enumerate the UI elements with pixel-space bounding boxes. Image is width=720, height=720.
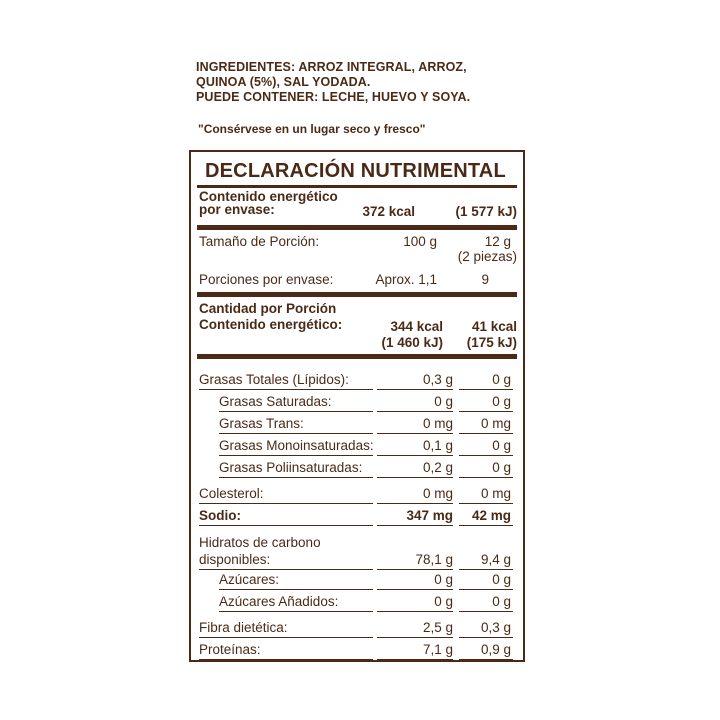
per-serving-kcal-100: 344 kcal	[390, 319, 443, 334]
nutrient-label: Hidratos de carbono	[199, 535, 321, 550]
panel-title: DECLARACIÓN NUTRIMENTAL	[205, 160, 506, 182]
nutrient-label: Fibra dietética:	[199, 620, 288, 635]
underline-rule	[459, 503, 513, 504]
underline-rule	[459, 389, 513, 390]
nutrient-value-100g: 0 mg	[422, 416, 453, 431]
underline-rule	[459, 455, 513, 456]
nutrient-label: Sodio:	[199, 508, 241, 523]
underline-rule	[199, 659, 373, 660]
underline-rule	[377, 433, 453, 434]
underline-rule	[459, 637, 513, 638]
divider-bar	[197, 185, 517, 188]
allergens-line: PUEDE CONTENER: LECHE, HUEVO Y SOYA.	[196, 90, 471, 104]
serving-size-label: Tamaño de Porción:	[199, 234, 320, 249]
underline-rule	[459, 589, 513, 590]
underline-rule	[219, 411, 373, 412]
nutrient-label: Azúcares Añadidos:	[219, 594, 339, 609]
nutrient-label: Grasas Trans:	[219, 416, 304, 431]
energy-container-kj: (1 577 kJ)	[455, 204, 517, 219]
per-serving-heading: Cantidad por Porción	[199, 301, 337, 316]
nutrient-label: Colesterol:	[199, 486, 264, 501]
servings-per-container-100: Aprox. 1,1	[375, 272, 437, 287]
ingredients-line: INGREDIENTES: ARROZ INTEGRAL, ARROZ,	[196, 60, 467, 74]
nutrient-value-portion: 0 g	[492, 572, 511, 587]
underline-rule	[377, 659, 453, 660]
nutrient-value-100g: 78,1 g	[415, 552, 453, 567]
ingredients-line: QUINOA (5%), SAL YODADA.	[196, 75, 371, 89]
underline-rule	[219, 455, 373, 456]
nutrient-label: Azúcares:	[219, 572, 280, 587]
underline-rule	[199, 503, 373, 504]
underline-rule	[199, 637, 373, 638]
nutrient-value-portion: 0 mg	[480, 416, 511, 431]
per-serving-energy-label: Contenido energético:	[199, 317, 343, 332]
nutrient-label: Grasas Poliinsaturadas:	[219, 460, 363, 475]
nutrient-label: disponibles:	[199, 552, 271, 567]
underline-rule	[459, 477, 513, 478]
nutrient-value-portion: 42 mg	[471, 508, 511, 523]
per-serving-kj-portion: (175 kJ)	[466, 335, 517, 350]
servings-per-container-label: Porciones por envase:	[199, 272, 334, 287]
per-serving-kcal-portion: 41 kcal	[471, 319, 517, 334]
nutrient-value-100g: 7,1 g	[422, 642, 453, 657]
underline-rule	[377, 637, 453, 638]
nutrient-value-portion: 0 g	[492, 460, 511, 475]
underline-rule	[459, 569, 513, 570]
underline-rule	[219, 611, 373, 612]
energy-container-label: por envase:	[199, 202, 275, 217]
energy-container-kcal: 372 kcal	[362, 204, 415, 219]
nutrient-value-100g: 0 mg	[422, 486, 453, 501]
nutrient-value-portion: 9,4 g	[480, 552, 511, 567]
underline-rule	[377, 455, 453, 456]
underline-rule	[459, 525, 513, 526]
nutrient-label: Grasas Monoinsaturadas:	[219, 438, 374, 453]
divider-bar	[197, 292, 517, 297]
per-serving-kj-100: (1 460 kJ)	[381, 335, 443, 350]
nutrient-value-portion: 0 g	[492, 594, 511, 609]
underline-rule	[377, 477, 453, 478]
nutrient-value-100g: 0,2 g	[422, 460, 453, 475]
nutrient-value-portion: 0 g	[492, 438, 511, 453]
underline-rule	[459, 659, 513, 660]
underline-rule	[199, 569, 373, 570]
underline-rule	[219, 433, 373, 434]
underline-rule	[377, 503, 453, 504]
nutrient-value-portion: 0 g	[492, 394, 511, 409]
nutrient-value-100g: 0 g	[434, 572, 453, 587]
serving-size-100: 100 g	[403, 234, 437, 249]
underline-rule	[199, 389, 373, 390]
nutrient-value-portion: 0 g	[492, 372, 511, 387]
underline-rule	[377, 589, 453, 590]
energy-container-label: Contenido energético	[199, 189, 338, 204]
nutrient-label: Grasas Saturadas:	[219, 394, 332, 409]
nutrient-value-100g: 0,3 g	[422, 372, 453, 387]
divider-bar	[197, 354, 517, 359]
underline-rule	[377, 411, 453, 412]
underline-rule	[459, 433, 513, 434]
underline-rule	[219, 589, 373, 590]
underline-rule	[377, 569, 453, 570]
divider-bar	[197, 225, 517, 230]
underline-rule	[377, 611, 453, 612]
nutrition-facts-panel	[189, 150, 525, 662]
nutrient-value-100g: 0 g	[434, 594, 453, 609]
nutrient-value-portion: 0,9 g	[480, 642, 511, 657]
nutrient-value-portion: 0 mg	[480, 486, 511, 501]
nutrient-value-100g: 0,1 g	[422, 438, 453, 453]
underline-rule	[459, 611, 513, 612]
underline-rule	[199, 525, 373, 526]
serving-size-portion: 12 g	[484, 234, 511, 249]
underline-rule	[377, 525, 453, 526]
underline-rule	[219, 477, 373, 478]
serving-size-note: (2 piezas)	[457, 249, 517, 264]
storage-note: "Consérvese en un lugar seco y fresco"	[198, 122, 426, 136]
underline-rule	[459, 411, 513, 412]
underline-rule	[377, 389, 453, 390]
ingredients-text	[196, 60, 526, 105]
nutrient-value-100g: 2,5 g	[422, 620, 453, 635]
nutrient-value-portion: 0,3 g	[480, 620, 511, 635]
nutrient-value-100g: 0 g	[434, 394, 453, 409]
servings-per-container-portion: 9	[481, 272, 489, 287]
nutrient-label: Proteínas:	[199, 642, 261, 657]
nutrient-value-100g: 347 mg	[406, 508, 453, 523]
nutrient-label: Grasas Totales (Lípidos):	[199, 372, 349, 387]
